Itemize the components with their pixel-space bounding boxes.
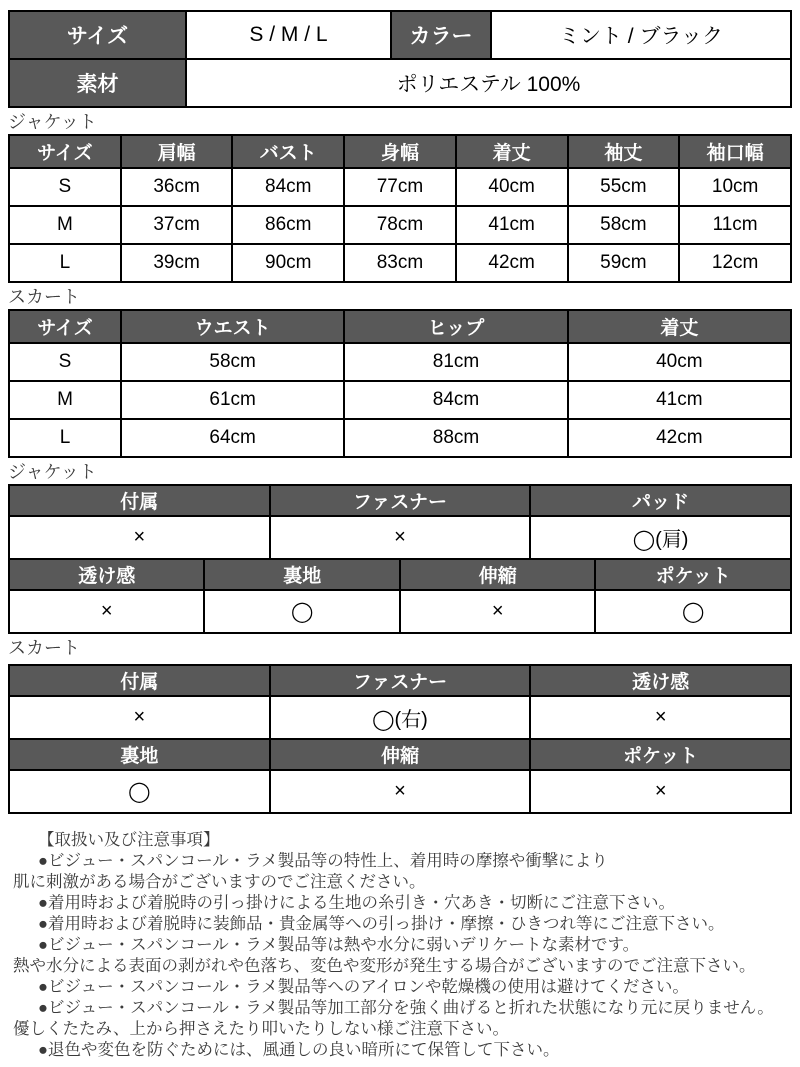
data-cell: ◯ [9, 770, 270, 813]
material-label: 素材 [9, 59, 186, 107]
note-line: 肌に刺激がある場合がございますのでご注意ください。 [13, 873, 426, 891]
data-cell: 90cm [232, 244, 344, 282]
table-header-row [9, 739, 791, 770]
data-cell: 36cm [121, 168, 233, 206]
header-cell: 透け感 [530, 665, 791, 696]
data-cell: × [9, 516, 270, 559]
size-value: S / M / L [186, 11, 391, 59]
data-cell: M [9, 381, 121, 419]
header-cell: 着丈 [568, 310, 791, 343]
header-cell: 身幅 [344, 135, 456, 168]
color-value: ミント / ブラック [491, 11, 791, 59]
data-cell: ◯ [595, 590, 791, 633]
data-cell: 40cm [456, 168, 568, 206]
note-line: ●ビジュー・スパンコール・ラメ製品等の特性上、着用時の摩擦や衝撃により [38, 852, 608, 870]
data-cell: 84cm [344, 381, 567, 419]
table-row [9, 590, 791, 633]
note-line: ●ビジュー・スパンコール・ラメ製品等は熱や水分に弱いデリケートな素材です。 [38, 936, 640, 954]
data-cell: × [270, 770, 531, 813]
data-cell: ◯ [204, 590, 399, 633]
table-header-row [9, 135, 791, 168]
data-cell: M [9, 206, 121, 244]
header-cell: サイズ [9, 310, 121, 343]
data-cell: 86cm [232, 206, 344, 244]
table-row [9, 244, 791, 282]
table-header-row [9, 485, 791, 516]
table-header-row [9, 310, 791, 343]
data-cell: 10cm [679, 168, 791, 206]
spec-row-material [9, 59, 791, 107]
table-row [9, 770, 791, 813]
table-row [9, 206, 791, 244]
note-line: ●着用時および着脱時の引っ掛けによる生地の糸引き・穴あき・切断にご注意下さい。 [38, 894, 675, 912]
header-cell: 裏地 [204, 559, 399, 590]
data-cell: × [9, 590, 204, 633]
header-cell: 透け感 [9, 559, 204, 590]
header-cell: 付属 [9, 665, 270, 696]
data-cell: 42cm [568, 419, 791, 457]
data-cell: 81cm [344, 343, 567, 381]
skirt-size-table [8, 309, 792, 458]
header-cell: ポケット [595, 559, 791, 590]
data-cell: 88cm [344, 419, 567, 457]
table-row [9, 696, 791, 739]
header-cell: バスト [232, 135, 344, 168]
notes-title: 【取扱い及び注意事項】 [38, 831, 220, 849]
handling-notes [8, 830, 792, 1061]
material-value: ポリエステル 100% [186, 59, 791, 107]
jacket-size-table [8, 134, 792, 283]
data-cell: 59cm [568, 244, 680, 282]
data-cell: ◯(肩) [530, 516, 791, 559]
spec-table [8, 10, 792, 108]
header-cell: ポケット [530, 739, 791, 770]
data-cell: 84cm [232, 168, 344, 206]
data-cell: 83cm [344, 244, 456, 282]
note-line: 優しくたたみ、上から押さえたり叩いたりしない様ご注意下さい。 [13, 1020, 509, 1038]
header-cell: 肩幅 [121, 135, 233, 168]
table-row [9, 516, 791, 559]
data-cell: 37cm [121, 206, 233, 244]
jacket-detail-section-label: ジャケット [8, 462, 97, 482]
data-cell: S [9, 343, 121, 381]
data-cell: × [9, 696, 270, 739]
data-cell: 40cm [568, 343, 791, 381]
data-cell: 42cm [456, 244, 568, 282]
header-cell: ファスナー [270, 665, 531, 696]
data-cell: ◯(右) [270, 696, 531, 739]
size-label: サイズ [9, 11, 186, 59]
note-line: ●退色や変色を防ぐためには、風通しの良い暗所にて保管して下さい。 [38, 1041, 560, 1059]
data-cell: L [9, 419, 121, 457]
data-cell: × [530, 696, 791, 739]
spec-row-size-color [9, 11, 791, 59]
note-line: ●ビジュー・スパンコール・ラメ製品等加工部分を強く曲げると折れた状態になり元に戻りません。 [38, 999, 774, 1017]
data-cell: 11cm [679, 206, 791, 244]
table-row [9, 381, 791, 419]
header-cell: 伸縮 [270, 739, 531, 770]
header-cell: 付属 [9, 485, 270, 516]
color-label: カラー [391, 11, 491, 59]
data-cell: 41cm [568, 381, 791, 419]
header-cell: 袖口幅 [679, 135, 791, 168]
header-cell: 着丈 [456, 135, 568, 168]
data-cell: L [9, 244, 121, 282]
header-cell: 裏地 [9, 739, 270, 770]
jacket-size-section-label: ジャケット [8, 112, 97, 132]
data-cell: 41cm [456, 206, 568, 244]
table-header-row [9, 559, 791, 590]
data-cell: 61cm [121, 381, 344, 419]
table-row [9, 168, 791, 206]
data-cell: × [270, 516, 531, 559]
skirt-detail-section-label: スカート [8, 638, 80, 658]
data-cell: 78cm [344, 206, 456, 244]
data-cell: S [9, 168, 121, 206]
note-line: ●着用時および着脱時に装飾品・貴金属等への引っ掛け・摩擦・ひきつれ等にご注意下さい。 [38, 915, 725, 933]
header-cell: 袖丈 [568, 135, 680, 168]
skirt-size-section-label: スカート [8, 287, 80, 307]
skirt-detail-table [8, 664, 792, 814]
header-cell: ヒップ [344, 310, 567, 343]
table-header-row [9, 665, 791, 696]
table-row [9, 419, 791, 457]
note-line: 熱や水分による表面の剥がれや色落ち、変色や変形が発生する場合がございますのでご注意下さい。 [13, 957, 756, 975]
header-cell: 伸縮 [400, 559, 595, 590]
data-cell: 58cm [121, 343, 344, 381]
data-cell: 12cm [679, 244, 791, 282]
header-cell: パッド [530, 485, 791, 516]
data-cell: × [530, 770, 791, 813]
header-cell: ファスナー [270, 485, 531, 516]
jacket-detail-table [8, 484, 792, 634]
data-cell: 77cm [344, 168, 456, 206]
table-row [9, 343, 791, 381]
note-line: ●ビジュー・スパンコール・ラメ製品等へのアイロンや乾燥機の使用は避けてください。 [38, 978, 689, 996]
data-cell: 64cm [121, 419, 344, 457]
data-cell: × [400, 590, 595, 633]
data-cell: 39cm [121, 244, 233, 282]
header-cell: サイズ [9, 135, 121, 168]
data-cell: 55cm [568, 168, 680, 206]
header-cell: ウエスト [121, 310, 344, 343]
data-cell: 58cm [568, 206, 680, 244]
